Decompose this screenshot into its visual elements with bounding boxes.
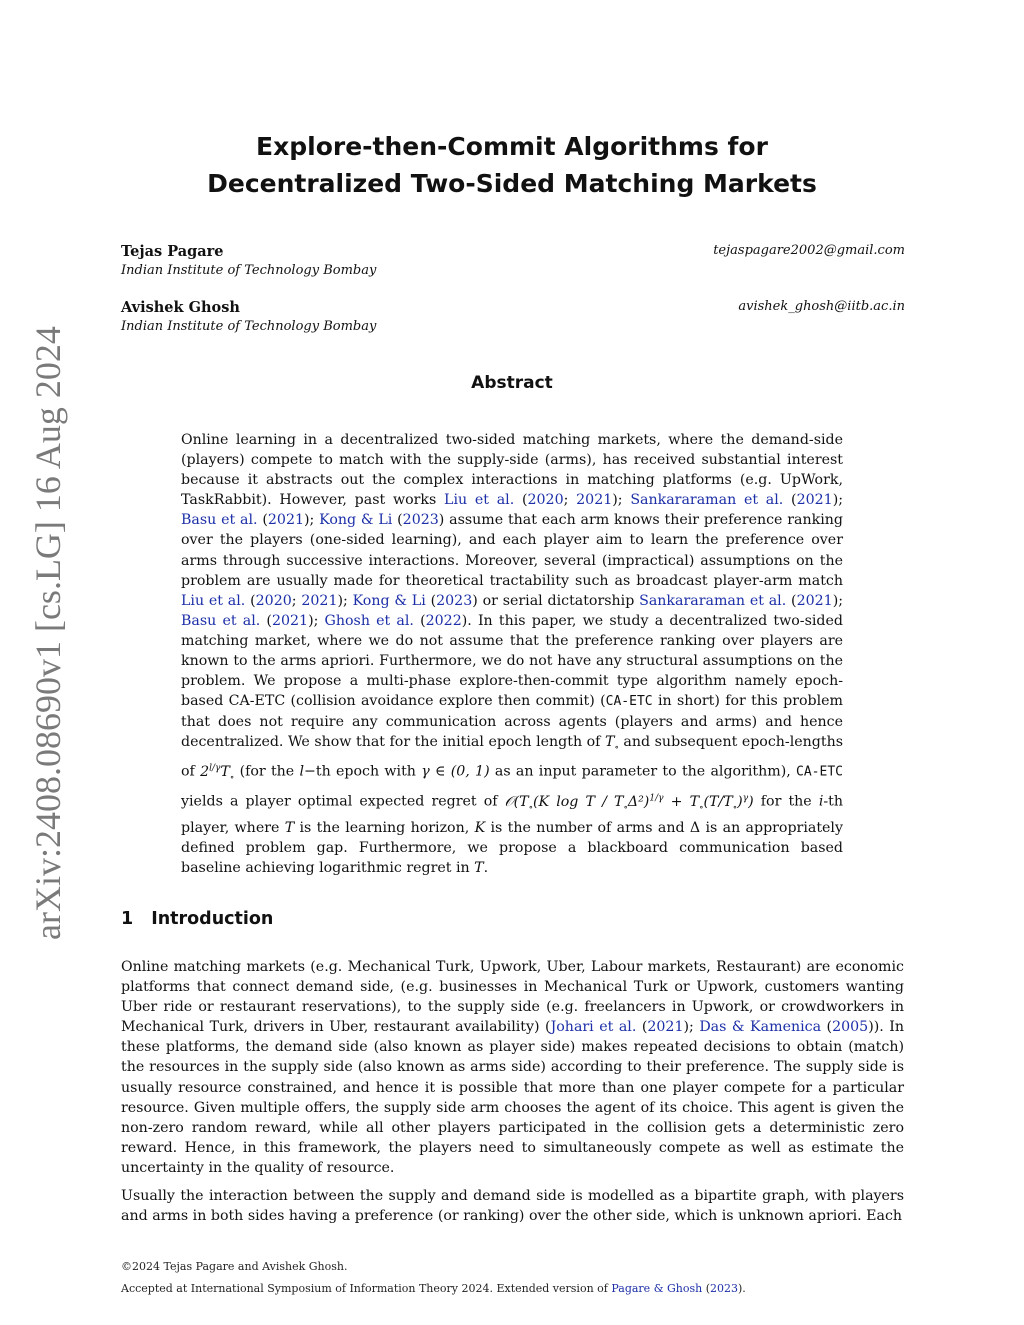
citation-link[interactable]: 2022 — [425, 612, 462, 629]
citation-link[interactable]: Kong & Li — [352, 592, 426, 609]
intro-paragraph-2 — [121, 1186, 904, 1226]
section-number: 1 — [121, 909, 134, 929]
title-line-2: Decentralized Two-Sided Matching Markets — [207, 169, 817, 198]
citation-link[interactable]: 2005 — [832, 1019, 869, 1036]
abstract-text: −th epoch with — [304, 764, 422, 781]
citation-link[interactable]: 2021 — [647, 1019, 684, 1036]
abstract-text: . In this paper, we study a decentralized two-sided matching market, where we do not assume that the preference ranking over players are known to the arms apriori. Furthermore, we do not have any structural assumptions on the problem. We propose a multi-phase explore-then-commit type algorithm namely epoch-based CA-ETC (collision avoidance explore then commit) ( — [181, 612, 843, 710]
math-delta: Δ — [689, 819, 701, 836]
title-line-1: Explore-then-Commit Algorithms for — [256, 132, 768, 161]
citation-link[interactable]: 2021 — [576, 492, 613, 509]
citation-link[interactable]: 2023 — [710, 1282, 738, 1295]
citation-link[interactable]: 2020 — [255, 592, 292, 609]
algorithm-name: CA-ETC — [796, 765, 843, 781]
abstract-text: or serial dictatorship — [477, 592, 640, 609]
abstract-text: -th player, where — [181, 793, 843, 836]
author-affiliation: Indian Institute of Technology Bombay — [121, 319, 377, 334]
author-email[interactable]: tejaspagare2002@gmail.com — [713, 243, 905, 258]
abstract-text: assume that each arm knows their preference ranking over the players (one-sided learning), and each player aim to learn the preference over arms through successive interactions. Moreover, several (impractical) assumptions on the problem are usually made for theoretical tractability such as broadcast player-arm match — [181, 512, 843, 589]
citation-link[interactable]: 2021 — [267, 512, 304, 529]
abstract-text: is an appropriately defined problem gap. Furthermore, we propose a blackboard communication based baseline achieving logarithmic regret in — [181, 819, 843, 876]
citation-link[interactable]: 2023 — [436, 592, 473, 609]
paper-title — [120, 128, 904, 202]
body-text: Usually the interaction between the supply and demand side is modelled as a bipartite graph, with players and arms in both sides having a preference (or ranking) over the other side, which is unknown apriori. Each — [121, 1188, 904, 1225]
abstract-text: and subsequent epoch-lengths of — [181, 734, 843, 781]
copyright-footnote: ©2024 Tejas Pagare and Avishek Ghosh. — [121, 1260, 348, 1273]
abstract-text: yields a player optimal expected regret of — [181, 793, 505, 810]
citation-link[interactable]: Ghosh et al. — [324, 612, 414, 629]
citation-link[interactable]: 2021 — [796, 592, 833, 609]
citation-link[interactable]: Johari et al. — [550, 1019, 637, 1036]
algorithm-name: CA-ETC — [605, 694, 653, 710]
math-t0: $T_\circ$ — [604, 734, 619, 754]
author-affiliation: Indian Institute of Technology Bombay — [121, 263, 377, 278]
abstract-heading: Abstract — [471, 373, 553, 393]
abstract-text: is the learning horizon, — [294, 819, 475, 836]
citation-link[interactable]: Kong & Li — [319, 512, 393, 529]
abstract-text: . — [483, 859, 489, 876]
abstract-text: (for the — [234, 764, 300, 781]
accepted-footnote: Accepted at International Symposium of Information Theory 2024. Extended version of Pagare & Ghosh (2023). — [121, 1282, 746, 1295]
math-T: T — [284, 819, 295, 836]
body-text: ). In these platforms, the demand side (also known as player side) makes repeated decisions to obtain (match) the resources in the supply side (also known as arms side) according to their preference. The supply side is usually resource constrained, and hence it is possible that more than one player compete for a particular resource. Given multiple offers, the supply side arm chooses the agent of its choice. This agent is given the non-zero random reward, while all other players participated in the collision gets a deterministic zero reward. Hence, in this framework, the players need to simultaneously compete as well as estimate the uncertainty in the quality of resource. — [121, 1019, 905, 1176]
citation-link[interactable]: Pagare & Ghosh — [611, 1282, 703, 1295]
author-email[interactable]: avishek_ghosh@iitb.ac.in — [738, 299, 905, 314]
abstract-body: Online learning in a decentralized two-sided matching markets, where the demand-side (players) compete to match with the supply-side (arms), has received substantial interest because it abstracts out the complex interactions in matching platforms (e.g. UpWork, TaskRabbit). However, past works Liu et al. (2020; 2021); Sankararaman et al. (2021); Basu et al. (2021); Kong & Li (2023) assume that each arm knows their preference ranking over the players (one-sided learning), and each player aim to learn the preference over arms through successive interactions. Moreover, several (impractical) assumptions on the problem are usually made for theoretical tractability such as broadcast player-arm match Liu et al. (2020; 2021); Kong & Li (2023) or serial dictatorship Sankararaman et al. (2021); Basu et al. (2021); Ghosh et al. (2022). In this paper, we study a decentralized two-sided matching market, where we do not assume that the preference ranking over players are known to the arms apriori. Furthermore, we do not have any structural assumptions on the problem. We propose a multi-phase explore-then-commit type algorithm namely epoch-based CA-ETC (collision avoidance explore then commit) (CA-ETC in short) for this problem that does not require any communication across agents (players and arms) and hence decentralized. We show that for the initial epoch length of $T_\circ$ and subsequent epoch-lengths of $2^{l/\gamma}T_\circ$ (for the l−th epoch with γ ∈ (0, 1) as an input parameter to the algorithm), CA-ETC yields a player optimal expected regret of $𝒪(T_\circ(K$ $\log T / T_\circ\Delta^2)^{1/\gamma} + T_\circ(T/T_\circ)^\gamma$) for the i-th player, where T is the learning horizon, K is the number of arms and Δ is an appropriately defined problem gap. Furthermore, we propose a blackboard communication based baseline achieving logarithmic regret in T. — [181, 432, 844, 876]
citation-link[interactable]: Liu et al. — [444, 492, 515, 509]
citation-link[interactable]: 2021 — [301, 592, 338, 609]
math-T: T — [474, 859, 484, 876]
author-name: Tejas Pagare — [121, 243, 224, 260]
math-l: l — [299, 764, 305, 781]
author-2 — [121, 299, 905, 334]
citation-link[interactable]: Basu et al. — [181, 612, 261, 629]
abstract-text: for the — [753, 793, 819, 810]
abstract-text: as an input parameter to the algorithm), — [489, 764, 797, 781]
citation-link[interactable]: 2023 — [402, 512, 439, 529]
section-title: Introduction — [151, 909, 274, 929]
math-K: K — [474, 819, 486, 836]
math-i: i — [818, 793, 824, 810]
citation-link[interactable]: Sankararaman et al. — [630, 492, 784, 509]
author-1 — [121, 243, 905, 278]
body-text: Online matching markets (e.g. Mechanical Turk, Upwork, Uber, Labour markets, Restaurant) are economic platforms that connect demand side, (e.g. businesses in Mechanical Turk or Upwork, customers wanting Uber ride or restaurant reservations), to the supply side (e.g. freelancers in Upwork, or crowdworkers in Mechanical Turk, drivers in Uber, restaurant availability) ( — [121, 959, 904, 1036]
citation-link[interactable]: Basu et al. — [181, 512, 258, 529]
abstract-text: is the number of arms and — [485, 819, 690, 836]
citation-link[interactable]: Liu et al. — [181, 592, 246, 609]
section-heading-introduction — [121, 909, 273, 929]
math-regret-bound: $𝒪(T_\circ(K$ $\log T / T_\circ\Delta^2)^{1/\gamma} + T_\circ(T/T_\circ)^\gamma$) — [504, 792, 754, 813]
intro-paragraph-1: Online matching markets (e.g. Mechanical Turk, Upwork, Uber, Labour markets, Restaurant) are economic platforms that connect demand side, (e.g. businesses in Mechanical Turk or Upwork, customers wanting Uber ride or restaurant reservations), to the supply side (e.g. freelancers in Upwork, or crowdworkers in Mechanical Turk, drivers in Uber, restaurant availability) (Johari et al. (2021); Das & Kamenica (2005)). In these platforms, the demand side (also known as player side) makes repeated decisions to obtain (match) the resources in the supply side (also known as arms side) according to their preference. The supply side is usually resource constrained, and hence it is possible that more than one player compete for a particular resource. Given multiple offers, the supply side arm chooses the agent of its choice. This agent is given the non-zero random reward, while all other players participated in the collision gets a deterministic zero reward. Hence, in this framework, the players need to simultaneously compete as well as estimate the uncertainty in the quality of resource. — [121, 959, 905, 1176]
citation-link[interactable]: 2021 — [271, 612, 309, 629]
citation-link[interactable]: Sankararaman et al. — [639, 592, 787, 609]
math-epoch-length: $2^{l/\gamma}T_\circ$ — [200, 763, 235, 783]
footnote-text: ). — [738, 1282, 746, 1295]
math-gamma-range: γ ∈ (0, 1) — [421, 764, 490, 781]
arxiv-identifier: arXiv:2408.08690v1 [cs.LG] 16 Aug 2024 — [28, 326, 68, 940]
citation-link[interactable]: 2021 — [796, 492, 833, 509]
author-name: Avishek Ghosh — [121, 299, 240, 316]
abstract-text: Online learning in a decentralized two-sided matching markets, where the demand-side (players) compete to match with the supply-side (arms), has received substantial interest because it abstracts out the complex interactions in matching platforms (e.g. UpWork, TaskRabbit). However, past works — [181, 432, 843, 509]
footnote-text: Accepted at International Symposium of Information Theory 2024. Extended version of — [121, 1282, 612, 1295]
abstract-text: in short) for this problem that does not require any communication across agents (players and arms) and hence decentralized. We show that for the initial epoch length of — [181, 693, 843, 751]
citation-link[interactable]: Das & Kamenica — [699, 1019, 822, 1036]
citation-link[interactable]: 2020 — [527, 492, 564, 509]
